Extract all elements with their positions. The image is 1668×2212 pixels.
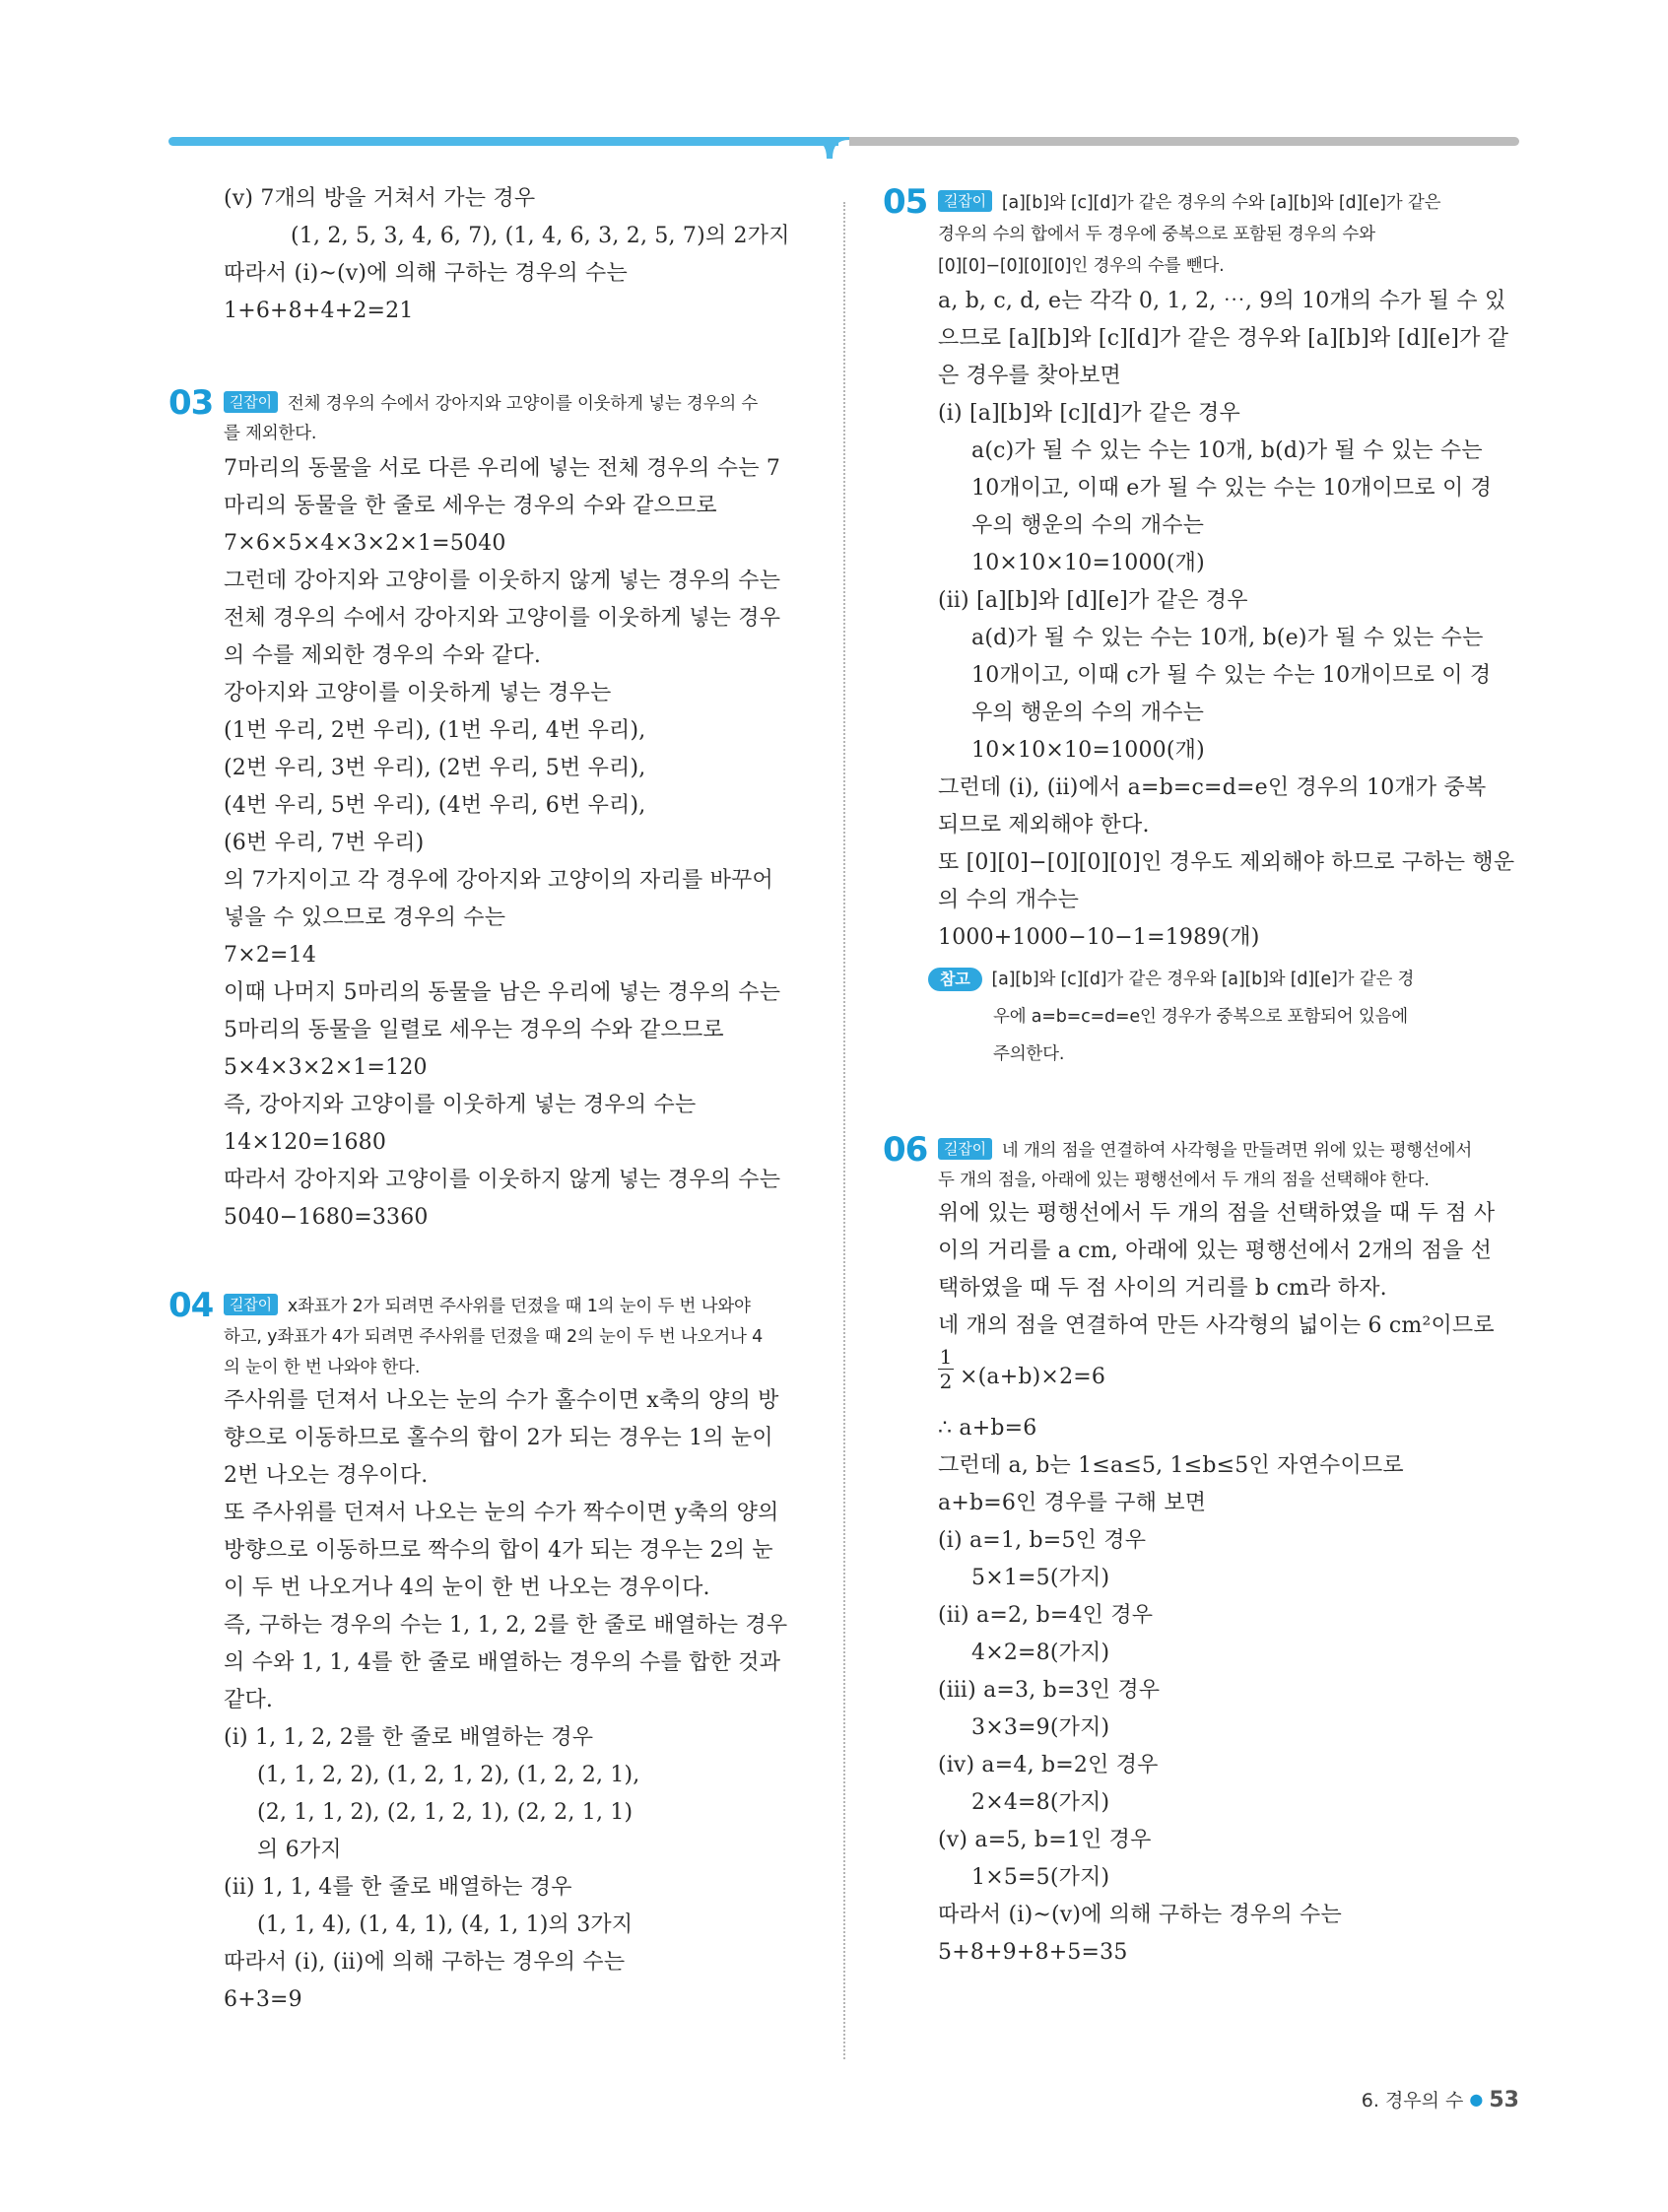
page-footer xyxy=(1362,2086,1519,2112)
text-line: 10×10×10=1000(개) xyxy=(971,738,1205,763)
text-line: 의 수를 제외한 경우의 수와 같다. xyxy=(224,643,542,668)
text-line: ∴ a+b=6 xyxy=(938,1416,1037,1441)
problem-number: 04 xyxy=(168,1286,214,1325)
note-line: 우에 a=b=c=d=e인 경우가 중복으로 포함되어 있음에 xyxy=(993,1007,1408,1027)
hint-badge: 길잡이 xyxy=(224,1294,278,1315)
hint-line: [0][0]−[0][0][0]인 경우의 수를 뺀다. xyxy=(938,256,1225,276)
problem-number: 05 xyxy=(883,182,928,222)
text-line: 5040−1680=3360 xyxy=(224,1205,429,1230)
text-line: a(c)가 될 수 있는 수는 10개, b(d)가 될 수 있는 수는 xyxy=(971,438,1483,463)
page-number: 53 xyxy=(1489,2088,1519,2112)
text-line: 으므로 [a][b]와 [c][d]가 같은 경우와 [a][b]와 [d][e]가 같 xyxy=(938,326,1509,351)
text-line: (2번 우리, 3번 우리), (2번 우리, 5번 우리), xyxy=(224,756,646,780)
text-line: 그런데 (ⅰ), (ⅱ)에서 a=b=c=d=e인 경우의 10개가 중복 xyxy=(938,775,1487,800)
text-line: (ⅱ) 1, 1, 4를 한 줄로 배열하는 경우 xyxy=(224,1875,572,1900)
text-line: a(d)가 될 수 있는 수는 10개, b(e)가 될 수 있는 수는 xyxy=(971,626,1484,650)
text-line: 강아지와 고양이를 이웃하게 넣는 경우는 xyxy=(224,681,612,705)
note-line: 주의한다. xyxy=(993,1044,1065,1064)
text-line: 우의 행운의 수의 개수는 xyxy=(971,701,1205,725)
text-line: 2×4=8(가지) xyxy=(971,1790,1110,1815)
text-line: 5×1=5(가지) xyxy=(971,1566,1110,1590)
text-line: (ⅴ) a=5, b=1인 경우 xyxy=(938,1828,1152,1852)
text-line: 의 수와 1, 1, 4를 한 줄로 배열하는 경우의 수를 합한 것과 xyxy=(224,1650,781,1675)
hint-line: 를 제외한다. xyxy=(224,424,317,443)
text-line: 따라서 (ⅰ), (ⅱ)에 의해 구하는 경우의 수는 xyxy=(224,1950,626,1975)
text-line: 의 6가지 xyxy=(257,1838,342,1862)
text-line: 1+6+8+4+2=21 xyxy=(224,299,414,323)
text-line: 방향으로 이동하므로 짝수의 합이 4가 되는 경우는 2의 눈 xyxy=(224,1538,773,1563)
text-line: 향으로 이동하므로 홀수의 합이 2가 되는 경우는 1의 눈이 xyxy=(224,1426,773,1450)
hint-line: 두 개의 점을, 아래에 있는 평행선에서 두 개의 점을 선택해야 한다. xyxy=(938,1171,1430,1190)
note-line: 참고 [a][b]와 [c][d]가 같은 경우와 [a][b]와 [d][e]가 같은 경 xyxy=(928,966,1414,993)
text-line: (ⅰ) 1, 1, 2, 2를 한 줄로 배열하는 경우 xyxy=(224,1725,594,1750)
text-line: (ⅰ) [a][b]와 [c][d]가 같은 경우 xyxy=(938,401,1240,426)
text-line: (ⅳ) a=4, b=2인 경우 xyxy=(938,1753,1159,1777)
text-line: 10개이고, 이때 e가 될 수 있는 수는 10개이므로 이 경 xyxy=(971,476,1493,501)
text-line: 7마리의 동물을 서로 다른 우리에 넣는 전체 경우의 수는 7 xyxy=(224,456,781,481)
text-line: (ⅰ) a=1, b=5인 경우 xyxy=(938,1528,1147,1553)
text-line: (ⅱ) [a][b]와 [d][e]가 같은 경우 xyxy=(938,588,1248,613)
text-line: 5마리의 동물을 일렬로 세우는 경우의 수와 같으므로 xyxy=(224,1018,724,1042)
text-line: 위에 있는 평행선에서 두 개의 점을 선택하였을 때 두 점 사 xyxy=(938,1201,1496,1226)
text-line: 2번 나오는 경우이다. xyxy=(224,1463,429,1488)
problem-number: 03 xyxy=(168,383,214,423)
text-line: 14×120=1680 xyxy=(224,1130,387,1155)
text-line: 의 7가지이고 각 경우에 강아지와 고양이의 자리를 바꾸어 xyxy=(224,868,773,893)
text-line: (6번 우리, 7번 우리) xyxy=(224,831,425,855)
text-line: (1, 1, 2, 2), (1, 2, 1, 2), (1, 2, 2, 1), xyxy=(257,1763,640,1787)
text-line: a, b, c, d, e는 각각 0, 1, 2, ⋯, 9의 10개의 수가 될 수 있 xyxy=(938,289,1506,313)
hint-line: 경우의 수의 합에서 두 경우에 중복으로 포함된 경우의 수와 xyxy=(938,225,1375,244)
fraction-denominator: 2 xyxy=(939,1370,953,1393)
problem-number: 06 xyxy=(883,1130,928,1170)
hint-line: 길잡이 네 개의 점을 연결하여 사각형을 만들려면 위에 있는 평행선에서 xyxy=(938,1137,1472,1165)
hint-line: 의 눈이 한 번 나와야 한다. xyxy=(224,1358,421,1377)
chapter-title: 6. 경우의 수 xyxy=(1361,2090,1464,2111)
text-line: 따라서 (ⅰ)~(ⅴ)에 의해 구하는 경우의 수는 xyxy=(938,1903,1342,1927)
text-line: 네 개의 점을 연결하여 만든 사각형의 넓이는 6 cm²이므로 xyxy=(938,1313,1495,1338)
text-line: 또 [0][0]−[0][0][0]인 경우도 제외해야 하므로 구하는 행운 xyxy=(938,850,1515,875)
hint-line: 길잡이 x좌표가 2가 되려면 주사위를 던졌을 때 1의 눈이 두 번 나와야 xyxy=(224,1293,751,1320)
text-line: 그런데 강아지와 고양이를 이웃하지 않게 넣는 경우의 수는 xyxy=(224,569,781,593)
text-line: 우의 행운의 수의 개수는 xyxy=(971,513,1205,538)
text-line: 10개이고, 이때 c가 될 수 있는 수는 10개이므로 이 경 xyxy=(971,663,1492,688)
fraction xyxy=(938,1346,954,1392)
text-line: 6+3=9 xyxy=(224,1987,302,2012)
text-line: 5×4×3×2×1=120 xyxy=(224,1055,428,1080)
text-line: 5+8+9+8+5=35 xyxy=(938,1940,1128,1965)
column-divider xyxy=(843,202,845,2059)
text-line: 그런데 a, b는 1≤a≤5, 1≤b≤5인 자연수이므로 xyxy=(938,1453,1404,1478)
fraction-numerator: 1 xyxy=(939,1345,953,1369)
text-line: 따라서 강아지와 고양이를 이웃하지 않게 넣는 경우의 수는 xyxy=(224,1168,781,1192)
text-line: ×(a+b)×2=6 xyxy=(960,1365,1106,1389)
text-line: 따라서 (ⅰ)~(ⅴ)에 의해 구하는 경우의 수는 xyxy=(224,261,628,286)
text-line: 7×2=14 xyxy=(224,943,317,968)
hint-badge: 길잡이 xyxy=(938,1138,992,1160)
text-line: 1×5=5(가지) xyxy=(971,1865,1110,1890)
text-line: 같다. xyxy=(224,1688,274,1712)
header-bar-blue xyxy=(168,137,838,146)
text-line: 의 수의 개수는 xyxy=(938,888,1080,912)
header-bar-gray xyxy=(849,137,1519,146)
text-line: (ⅱ) a=2, b=4인 경우 xyxy=(938,1603,1154,1628)
text-line: 되므로 제외해야 한다. xyxy=(938,813,1150,838)
note-badge: 참고 xyxy=(928,968,982,991)
text-line: 마리의 동물을 한 줄로 세우는 경우의 수와 같으므로 xyxy=(224,494,717,518)
hint-badge: 길잡이 xyxy=(938,190,992,212)
hint-line: 하고, y좌표가 4가 되려면 주사위를 던졌을 때 2의 눈이 두 번 나오거나 4 xyxy=(224,1327,764,1347)
text-line: 또 주사위를 던져서 나오는 눈의 수가 짝수이면 y축의 양의 xyxy=(224,1501,779,1525)
text-line: 즉, 구하는 경우의 수는 1, 1, 2, 2를 한 줄로 배열하는 경우 xyxy=(224,1613,788,1638)
text-line: 전체 경우의 수에서 강아지와 고양이를 이웃하게 넣는 경우 xyxy=(224,606,781,631)
hint-badge: 길잡이 xyxy=(224,391,278,413)
text-line: (1, 2, 5, 3, 4, 6, 7), (1, 4, 6, 3, 2, 5, 7)의 2가지 xyxy=(291,224,790,248)
text-line: (1번 우리, 2번 우리), (1번 우리, 4번 우리), xyxy=(224,718,646,743)
hint-line: 길잡이 전체 경우의 수에서 강아지와 고양이를 이웃하게 넣는 경우의 수 xyxy=(224,390,758,418)
text-line: a+b=6인 경우를 구해 보면 xyxy=(938,1491,1207,1515)
text-line: 넣을 수 있으므로 경우의 수는 xyxy=(224,905,506,930)
header-bar-notch xyxy=(810,137,849,165)
text-line: 이때 나머지 5마리의 동물을 남은 우리에 넣는 경우의 수는 xyxy=(224,980,781,1005)
text-line: (2, 1, 1, 2), (2, 1, 2, 1), (2, 2, 1, 1) xyxy=(257,1800,634,1825)
text-line: (1, 1, 4), (1, 4, 1), (4, 1, 1)의 3가지 xyxy=(257,1912,634,1937)
text-line: 10×10×10=1000(개) xyxy=(971,551,1205,575)
text-line: (4번 우리, 5번 우리), (4번 우리, 6번 우리), xyxy=(224,793,646,818)
text-line: 즉, 강아지와 고양이를 이웃하게 넣는 경우의 수는 xyxy=(224,1093,697,1117)
bullet-icon: ● xyxy=(1469,2090,1484,2109)
hint-line: 길잡이 [a][b]와 [c][d]가 같은 경우의 수와 [a][b]와 [d][e]가 같은 xyxy=(938,189,1440,217)
text-line: 택하였을 때 두 점 사이의 거리를 b cm라 하자. xyxy=(938,1276,1387,1301)
text-line: (ⅲ) a=3, b=3인 경우 xyxy=(938,1678,1161,1703)
text-line: 3×3=9(가지) xyxy=(971,1715,1110,1740)
text-line: 주사위를 던져서 나오는 눈의 수가 홀수이면 x축의 양의 방 xyxy=(224,1388,779,1413)
text-line: 이 두 번 나오거나 4의 눈이 한 번 나오는 경우이다. xyxy=(224,1575,710,1600)
text-line: 4×2=8(가지) xyxy=(971,1641,1110,1665)
text-line: 1000+1000−10−1=1989(개) xyxy=(938,925,1260,950)
text-line: 은 경우를 찾아보면 xyxy=(938,364,1122,388)
text-line: 7×6×5×4×3×2×1=5040 xyxy=(224,531,506,556)
text-line: (ⅴ) 7개의 방을 거쳐서 가는 경우 xyxy=(224,186,536,211)
text-line: 이의 거리를 a cm, 아래에 있는 평행선에서 2개의 점을 선 xyxy=(938,1239,1493,1263)
